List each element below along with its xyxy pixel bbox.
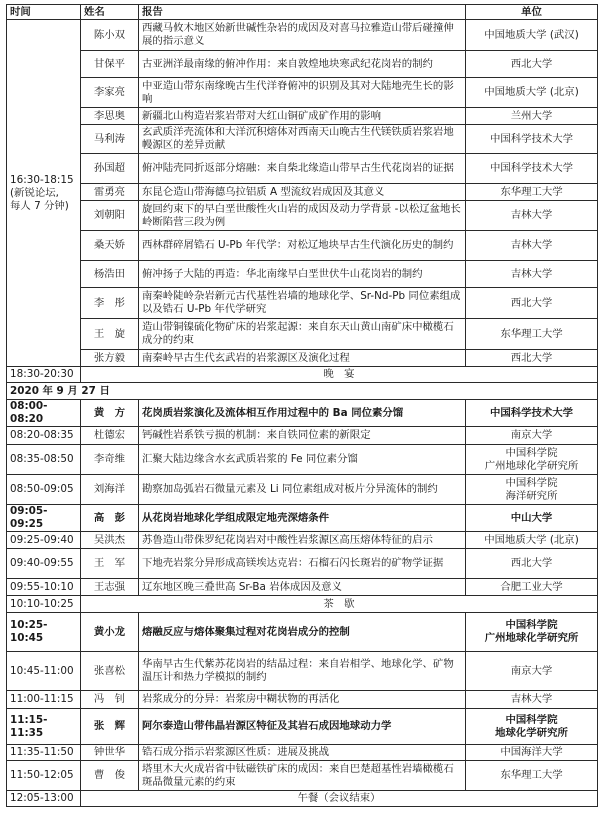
session1-time xyxy=(7,20,81,367)
speaker-unit: 吉林大学 xyxy=(466,691,598,709)
talk-time: 08:20-08:35 xyxy=(7,427,81,445)
speaker-unit: 南京大学 xyxy=(466,652,598,691)
talk-row xyxy=(7,319,598,350)
schedule-body xyxy=(7,20,598,807)
talk-time: 11:50-12:05 xyxy=(7,761,81,791)
talk-row xyxy=(7,549,598,579)
talk-row xyxy=(7,475,598,505)
speaker-name: 黄小龙 xyxy=(81,613,139,652)
talk-title: 新疆北山构造岩浆岩带对大红山铜矿成矿作用的影响 xyxy=(139,108,466,125)
talk-time: 08:50-09:05 xyxy=(7,475,81,505)
talk-title: 南秦岭陡岭杂岩新元古代基性岩墙的地球化学、Sr-Nd-Pb 同位素组成以及锆石 U-Pb 年代学研究 xyxy=(139,288,466,319)
talk-title: 熔融反应与熔体聚集过程对花岗岩成分的控制 xyxy=(139,613,466,652)
talk-row xyxy=(7,261,598,288)
lunch-row xyxy=(7,791,598,807)
talk-time: 10:45-11:00 xyxy=(7,652,81,691)
talk-row xyxy=(7,579,598,596)
talk-time: 11:35-11:50 xyxy=(7,745,81,761)
talk-row xyxy=(7,427,598,445)
speaker-unit: 中国地质大学 (北京) xyxy=(466,78,598,108)
speaker-unit: 中国地质大学 (北京) xyxy=(466,532,598,549)
speaker-name: 王 军 xyxy=(81,549,139,579)
talk-time: 09:05-09:25 xyxy=(7,505,81,532)
tea-time: 10:10-10:25 xyxy=(7,596,81,613)
lunch-label: 午餐（会议结束） xyxy=(81,791,598,807)
talk-time: 08:35-08:50 xyxy=(7,445,81,475)
speaker-name: 钟世华 xyxy=(81,745,139,761)
session1-time-line: 每人 7 分钟) xyxy=(10,199,69,212)
talk-title: 玄武质洋壳流体和大洋沉积熔体对西南天山晚古生代镁铁质岩浆岩地幔源区的差异贡献 xyxy=(139,125,466,154)
speaker-unit: 南京大学 xyxy=(466,427,598,445)
dinner-time: 18:30-20:30 xyxy=(7,367,81,383)
talk-row xyxy=(7,350,598,367)
speaker-unit: 东华理工大学 xyxy=(466,761,598,791)
talk-row xyxy=(7,51,598,78)
talk-title: 西藏马攸木地区始新世碱性杂岩的成因及对喜马拉雅造山带后碰撞伸展的指示意义 xyxy=(139,20,466,51)
talk-row xyxy=(7,184,598,201)
talk-title: 造山带铜镍硫化物矿床的岩浆起源：来自东天山黄山南矿床中橄榄石成分的约束 xyxy=(139,319,466,350)
speaker-name: 雷勇亮 xyxy=(81,184,139,201)
day-row xyxy=(7,383,598,400)
talk-title: 勘察加岛弧岩石微量元素及 Li 同位素组成对板片分异流体的制约 xyxy=(139,475,466,505)
header-speaker: 姓名 xyxy=(81,5,139,20)
speaker-name: 李奇维 xyxy=(81,445,139,475)
speaker-name: 张 辉 xyxy=(81,709,139,745)
speaker-name: 杜德宏 xyxy=(81,427,139,445)
speaker-unit: 东华理工大学 xyxy=(466,184,598,201)
speaker-name: 桑天娇 xyxy=(81,231,139,261)
speaker-unit: 中国科学院 广州地球化学研究所 xyxy=(466,445,598,475)
talk-row xyxy=(7,532,598,549)
speaker-name: 冯 钊 xyxy=(81,691,139,709)
talk-title: 苏鲁造山带侏罗纪花岗岩对中酸性岩浆源区高压熔体特征的启示 xyxy=(139,532,466,549)
speaker-unit: 中国地质大学 (武汉) xyxy=(466,20,598,51)
tea-row xyxy=(7,596,598,613)
speaker-name: 刘朝阳 xyxy=(81,201,139,231)
talk-title: 俯冲扬子大陆的再造：华北南缘早白垩世伏牛山花岗岩的制约 xyxy=(139,261,466,288)
talk-row xyxy=(7,652,598,691)
talk-row xyxy=(7,445,598,475)
speaker-unit: 西北大学 xyxy=(466,350,598,367)
speaker-unit: 西北大学 xyxy=(466,51,598,78)
talk-title: 旋回约束下的早白垩世酸性火山岩的成因及动力学背景 -以松辽盆地长岭断陷营三段为例 xyxy=(139,201,466,231)
speaker-name: 李家亮 xyxy=(81,78,139,108)
tea-label: 茶 歇 xyxy=(81,596,598,613)
talk-title: 塔里木大火成岩省中钛磁铁矿床的成因：来自巴楚超基性岩墙橄榄石斑晶微量元素的约束 xyxy=(139,761,466,791)
speaker-name: 吴洪杰 xyxy=(81,532,139,549)
talk-row xyxy=(7,613,598,652)
header-title: 报告 xyxy=(139,5,466,20)
speaker-unit: 吉林大学 xyxy=(466,201,598,231)
talk-title: 中亚造山带东南缘晚古生代洋脊俯冲的识别及其对大陆地壳生长的影响 xyxy=(139,78,466,108)
speaker-unit: 中国科学院 海洋研究所 xyxy=(466,475,598,505)
talk-row xyxy=(7,709,598,745)
lunch-time: 12:05-13:00 xyxy=(7,791,81,807)
talk-time: 11:00-11:15 xyxy=(7,691,81,709)
talk-row xyxy=(7,78,598,108)
speaker-name: 杨浩田 xyxy=(81,261,139,288)
header-unit: 单位 xyxy=(466,5,598,20)
speaker-name: 陈小双 xyxy=(81,20,139,51)
talk-row xyxy=(7,108,598,125)
talk-time: 09:40-09:55 xyxy=(7,549,81,579)
dinner-label: 晚 宴 xyxy=(81,367,598,383)
talk-title: 从花岗岩地球化学组成限定地壳深熔条件 xyxy=(139,505,466,532)
talk-row xyxy=(7,288,598,319)
talk-time: 11:15-11:35 xyxy=(7,709,81,745)
talk-title: 华南早古生代紫苏花岗岩的结晶过程：来自岩相学、地球化学、矿物温压计和热力学模拟的制约 xyxy=(139,652,466,691)
speaker-unit: 西北大学 xyxy=(466,549,598,579)
talk-title: 下地壳岩浆分异形成高镁埃达克岩：石榴石闪长斑岩的矿物学证据 xyxy=(139,549,466,579)
speaker-unit: 东华理工大学 xyxy=(466,319,598,350)
speaker-name: 甘保平 xyxy=(81,51,139,78)
speaker-name: 刘海洋 xyxy=(81,475,139,505)
speaker-unit: 中山大学 xyxy=(466,505,598,532)
talk-row xyxy=(7,201,598,231)
speaker-name: 高 彭 xyxy=(81,505,139,532)
session1-time-line: 16:30-18:15 xyxy=(10,173,74,186)
speaker-unit: 中国科学院 广州地球化学研究所 xyxy=(466,613,598,652)
talk-row xyxy=(7,20,598,51)
talk-title: 西林群碎屑锆石 U-Pb 年代学：对松辽地块早古生代演化历史的制约 xyxy=(139,231,466,261)
talk-title: 岩浆成分的分异：岩浆房中糊状物的再活化 xyxy=(139,691,466,709)
talk-title: 古亚洲洋最南缘的俯冲作用：来自敦煌地块寒武纪花岗岩的制约 xyxy=(139,51,466,78)
speaker-name: 王志强 xyxy=(81,579,139,596)
speaker-name: 马利涛 xyxy=(81,125,139,154)
talk-row xyxy=(7,691,598,709)
speaker-unit: 吉林大学 xyxy=(466,261,598,288)
talk-title: 汇聚大陆边缘含水玄武质岩浆的 Fe 同位素分馏 xyxy=(139,445,466,475)
speaker-unit: 中国科学技术大学 xyxy=(466,125,598,154)
speaker-unit: 兰州大学 xyxy=(466,108,598,125)
speaker-unit: 中国科学技术大学 xyxy=(466,400,598,427)
speaker-unit: 合肥工业大学 xyxy=(466,579,598,596)
talk-row xyxy=(7,505,598,532)
talk-title: 钙碱性岩系铁亏损的机制：来自铁同位素的新限定 xyxy=(139,427,466,445)
talk-title: 东昆仑造山带海德乌拉铝质 A 型流纹岩成因及其意义 xyxy=(139,184,466,201)
day2-date: 2020 年 9 月 27 日 xyxy=(7,383,598,400)
header-time: 时间 xyxy=(7,5,81,20)
talk-title: 俯冲陆壳同折返部分熔融：来自柴北缘造山带早古生代花岗岩的证据 xyxy=(139,154,466,184)
talk-time: 09:55-10:10 xyxy=(7,579,81,596)
talk-title: 阿尔泰造山带伟晶岩源区特征及其岩石成因地球动力学 xyxy=(139,709,466,745)
speaker-name: 张方毅 xyxy=(81,350,139,367)
talk-row xyxy=(7,231,598,261)
speaker-name: 张喜松 xyxy=(81,652,139,691)
talk-row xyxy=(7,745,598,761)
dinner-row xyxy=(7,367,598,383)
talk-title: 锆石成分指示岩浆源区性质：进展及挑战 xyxy=(139,745,466,761)
talk-time: 08:00-08:20 xyxy=(7,400,81,427)
speaker-unit: 吉林大学 xyxy=(466,231,598,261)
speaker-unit: 中国科学技术大学 xyxy=(466,154,598,184)
header-row xyxy=(7,5,598,20)
speaker-name: 李 彤 xyxy=(81,288,139,319)
speaker-name: 黄 方 xyxy=(81,400,139,427)
talk-row xyxy=(7,125,598,154)
speaker-name: 孙国超 xyxy=(81,154,139,184)
talk-time: 09:25-09:40 xyxy=(7,532,81,549)
speaker-unit: 西北大学 xyxy=(466,288,598,319)
talk-row xyxy=(7,400,598,427)
speaker-unit: 中国海洋大学 xyxy=(466,745,598,761)
speaker-unit: 中国科学院 地球化学研究所 xyxy=(466,709,598,745)
speaker-name: 王 旋 xyxy=(81,319,139,350)
session1-time-line: (新锐论坛, xyxy=(10,186,59,199)
schedule-table xyxy=(6,4,598,807)
talk-title: 辽东地区晚三叠世高 Sr-Ba 岩体成因及意义 xyxy=(139,579,466,596)
talk-row xyxy=(7,761,598,791)
talk-title: 花岗质岩浆演化及流体相互作用过程中的 Ba 同位素分馏 xyxy=(139,400,466,427)
speaker-name: 曹 俊 xyxy=(81,761,139,791)
talk-time: 10:25-10:45 xyxy=(7,613,81,652)
talk-title: 南秦岭早古生代玄武岩的岩浆源区及演化过程 xyxy=(139,350,466,367)
speaker-name: 李思奥 xyxy=(81,108,139,125)
talk-row xyxy=(7,154,598,184)
